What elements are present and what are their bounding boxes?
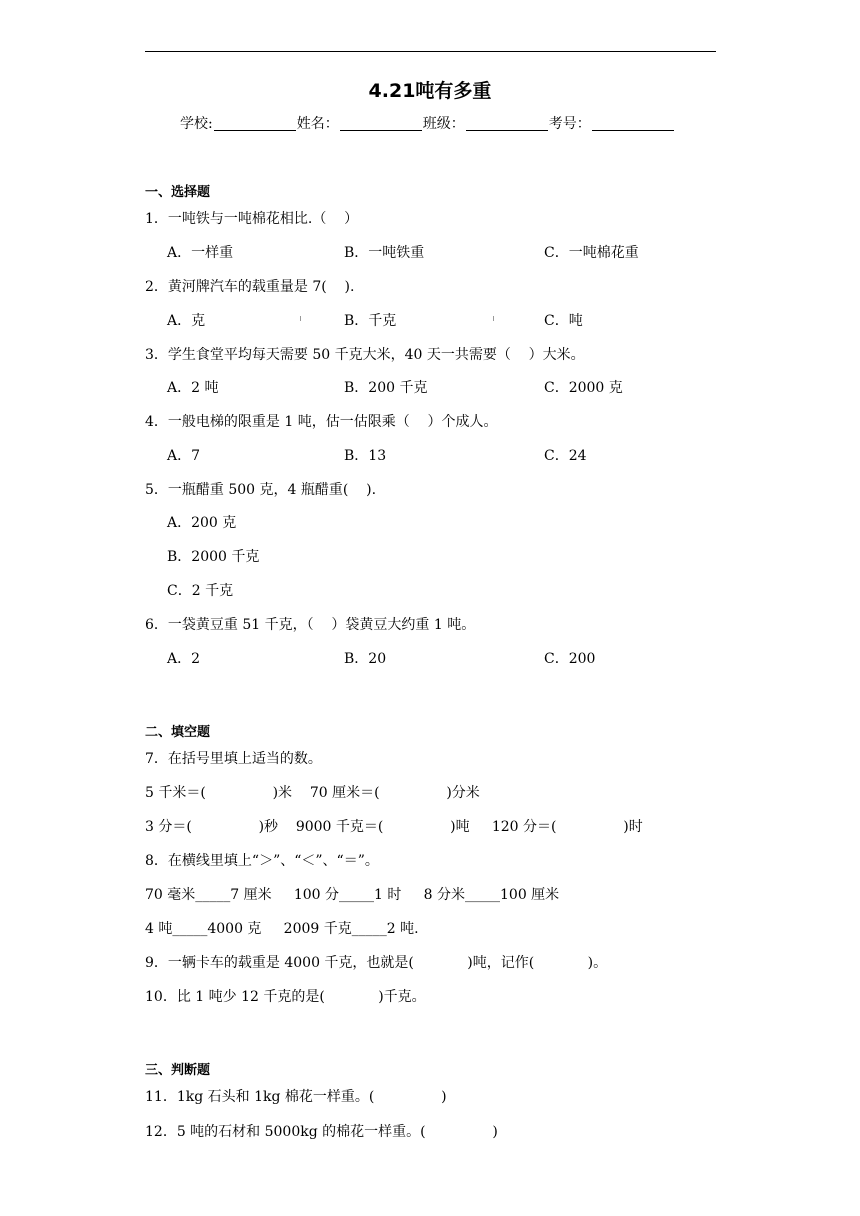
q2-tick-mark (300, 316, 301, 321)
q2-option-b[interactable]: B．千克 (344, 313, 397, 329)
name-label: 姓名： (296, 116, 339, 132)
q5-option-c[interactable]: C．2 千克 (167, 583, 234, 599)
question-3: 3．学生食堂平均每天需要 50 千克大米，40 天一共需要（ ）大米。 (145, 347, 585, 363)
q2-option-c[interactable]: C．吨 (544, 313, 583, 329)
question-8: 8．在横线里填上“＞”、“＜”、“＝”。 (145, 853, 379, 869)
q3-option-a[interactable]: A．2 吨 (167, 380, 219, 396)
q1-option-c[interactable]: C．一吨棉花重 (544, 245, 639, 261)
q1-option-a[interactable]: A．一样重 (167, 245, 234, 261)
school-blank[interactable] (214, 116, 296, 131)
name-blank[interactable] (340, 116, 422, 131)
q6-option-a[interactable]: A．2 (167, 651, 201, 667)
question-9: 9．一辆卡车的载重是 4000 千克，也就是( )吨，记作( )。 (145, 955, 608, 971)
question-6: 6．一袋黄豆重 51 千克，（ ）袋黄豆大约重 1 吨。 (145, 617, 476, 633)
q6-option-c[interactable]: C．200 (544, 651, 596, 667)
q4-option-a[interactable]: A．7 (167, 448, 201, 464)
question-7: 7．在括号里填上适当的数。 (145, 751, 322, 767)
section-heading-fill: 二、填空题 (145, 725, 211, 740)
question-1: 1．一吨铁与一吨棉花相比.（ ） (145, 211, 359, 227)
q5-option-a[interactable]: A．200 克 (167, 515, 237, 531)
q2-tick-mark (493, 316, 494, 321)
q3-option-c[interactable]: C．2000 克 (544, 380, 623, 396)
exam-no-label: 考号： (548, 116, 591, 132)
q4-option-c[interactable]: C．24 (544, 448, 587, 464)
q6-option-b[interactable]: B．20 (344, 651, 387, 667)
question-10: 10．比 1 吨少 12 千克的是( )千克。 (145, 989, 426, 1005)
question-4: 4．一般电梯的限重是 1 吨，估一估限乘（ ）个成人。 (145, 414, 498, 430)
q4-option-b[interactable]: B．13 (344, 448, 387, 464)
q3-option-b[interactable]: B．200 千克 (344, 380, 428, 396)
question-2: 2．黄河牌汽车的载重量是 7( ). (145, 279, 355, 295)
question-5: 5．一瓶醋重 500 克，4 瓶醋重( ). (145, 482, 377, 498)
question-12: 12．5 吨的石材和 5000kg 的棉花一样重。( ) (145, 1124, 498, 1140)
q8-line-1: 70 毫米_____7 厘米 100 分_____1 时 8 分米_____100 厘米 (145, 887, 560, 903)
class-label: 班级： (422, 116, 465, 132)
school-label: 学校: (180, 116, 213, 132)
section-heading-judge: 三、判断题 (145, 1063, 211, 1078)
question-11: 11．1kg 石头和 1kg 棉花一样重。( ) (145, 1089, 447, 1105)
exam-no-blank[interactable] (592, 116, 674, 131)
class-blank[interactable] (466, 116, 548, 131)
q8-line-2: 4 吨_____4000 克 2009 千克_____2 吨. (145, 921, 419, 937)
q5-option-b[interactable]: B．2000 千克 (167, 549, 260, 565)
q1-option-b[interactable]: B．一吨铁重 (344, 245, 425, 261)
q7-line-1: 5 千米＝( )米 70 厘米＝( )分米 (145, 785, 480, 801)
student-info-line (180, 113, 675, 133)
page-title: 4.21吨有多重 (368, 80, 492, 102)
header-rule (145, 51, 716, 52)
section-heading-choice: 一、选择题 (145, 185, 211, 200)
q7-line-2: 3 分＝( )秒 9000 千克＝( )吨 120 分＝( )时 (145, 819, 643, 835)
q2-option-a[interactable]: A．克 (167, 313, 206, 329)
